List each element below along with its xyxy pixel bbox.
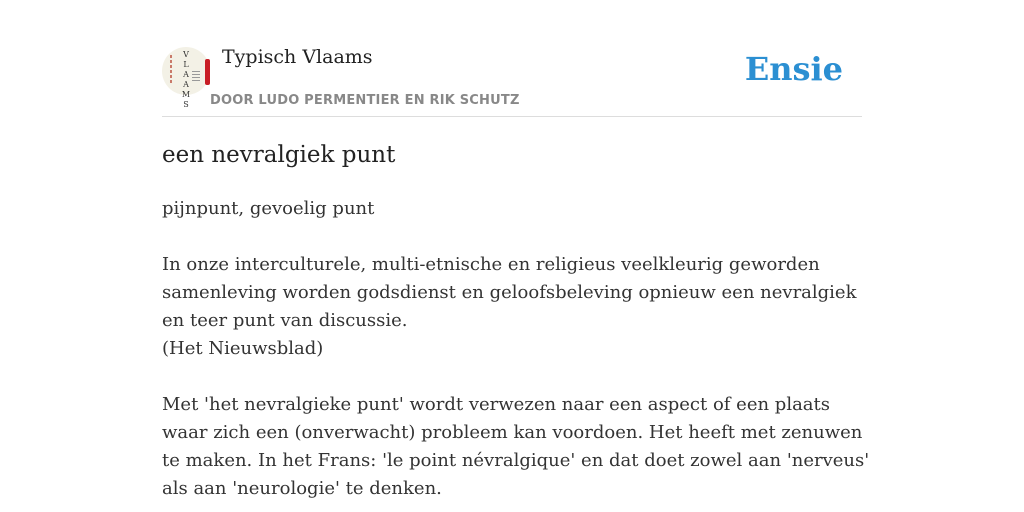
- entry-example: In onze interculturele, multi-etnische en religieus veelkleurig geworden samenleving worden godsdienst en geloofsbeleving opnieuw een nevralgiek en teer punt van discussie.: [162, 254, 857, 331]
- entry-term: een nevralgiek punt: [162, 142, 396, 168]
- entry-source: (Het Nieuwsblad): [162, 338, 324, 359]
- dictionary-title[interactable]: Typisch Vlaams: [222, 46, 373, 68]
- entry-definition: pijnpunt, gevoelig punt: [162, 198, 375, 219]
- dictionary-authors: DOOR LUDO PERMENTIER EN RIK SCHUTZ: [210, 93, 520, 108]
- logo-red-stripe: [205, 59, 210, 85]
- dictionary-logo[interactable]: [162, 47, 210, 109]
- logo-side-mark: [170, 55, 172, 85]
- ensie-brand-link[interactable]: Ensie: [744, 50, 843, 88]
- entry-content: [162, 140, 872, 503]
- logo-lines: [192, 71, 200, 81]
- logo-text: VLAAMS: [181, 50, 191, 109]
- entry-explanation: Met 'het nevralgieke punt' wordt verwezen naar een aspect of een plaats waar zich een (onverwacht) probleem kan voordoen. Het heeft met zenuwen te maken. In het Frans: 'le point névralgique' en dat doet zowel aan 'nerveus' als aan 'neurologie' te denken.: [162, 394, 870, 499]
- dictionary-header: [162, 44, 862, 117]
